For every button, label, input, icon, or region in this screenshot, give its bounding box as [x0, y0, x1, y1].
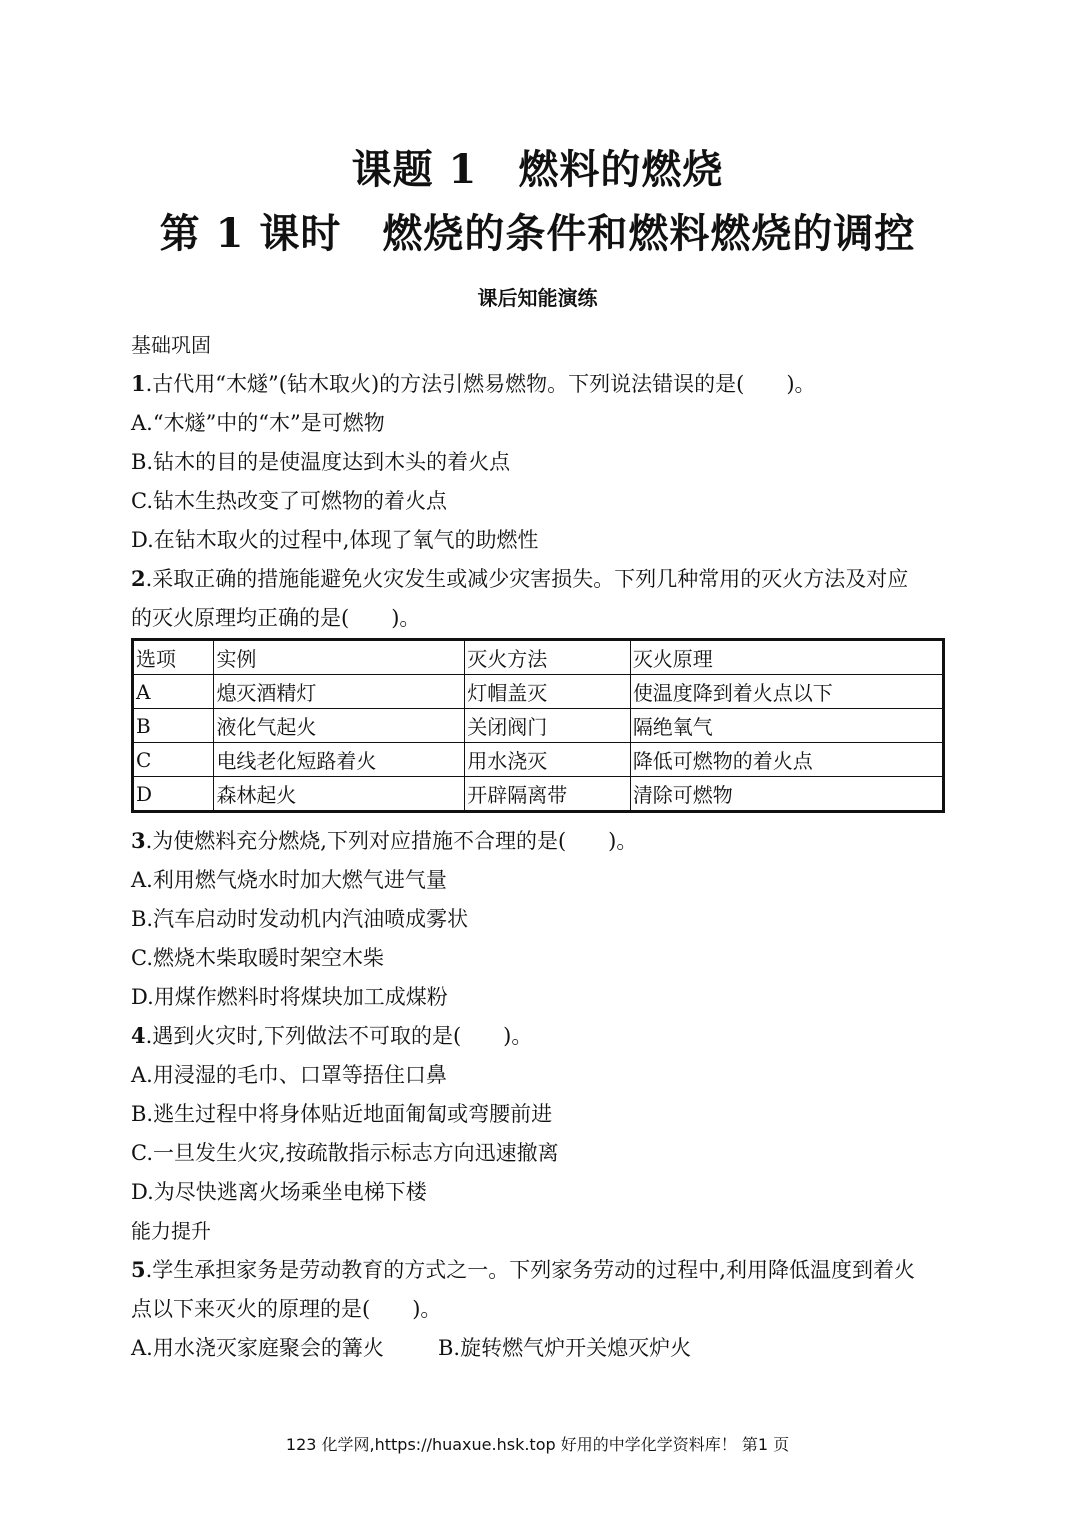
- q3-option-c: C.燃烧木柴取暖时架空木柴: [131, 946, 384, 970]
- table-cell: 隔绝氧气: [630, 709, 943, 743]
- table-cell: 使温度降到着火点以下: [630, 675, 943, 709]
- table-header-cell: 灭火原理: [630, 640, 943, 675]
- table-row: [133, 709, 944, 743]
- q4-option-d: D.为尽快逃离火场乘坐电梯下楼: [131, 1180, 427, 1204]
- question-stem: .学生承担家务是劳动教育的方式之一。下列家务劳动的过程中,利用降低温度到着火: [145, 1258, 915, 1282]
- table-cell: 森林起火: [214, 777, 465, 812]
- section-header: 课后知能演练: [477, 286, 598, 310]
- table-cell: 灯帽盖灭: [465, 675, 631, 709]
- answer-table: [131, 638, 945, 813]
- table-row: [133, 675, 944, 709]
- question-stem: .古代用“木燧”(钻木取火)的方法引燃易燃物。下列说法错误的是( )。: [145, 372, 816, 396]
- question-2: [131, 564, 908, 594]
- question-5-stem-cont: 点以下来灭火的原理的是( )。: [131, 1297, 442, 1321]
- question-stem: .采取正确的措施能避免火灾发生或减少灾害损失。下列几种常用的灭火方法及对应: [145, 567, 909, 591]
- table-cell: C: [133, 743, 214, 777]
- section-basic: 基础巩固: [131, 333, 211, 357]
- question-5: [131, 1255, 915, 1285]
- table-header-cell: 实例: [214, 640, 465, 675]
- q3-option-b: B.汽车启动时发动机内汽油喷成雾状: [131, 907, 469, 931]
- page-title: 课题 1 燃料的燃烧: [351, 146, 724, 193]
- table-cell: 降低可燃物的着火点: [630, 743, 943, 777]
- question-number: 2: [131, 566, 146, 591]
- question-number: 4: [131, 1023, 146, 1048]
- q4-option-b: B.逃生过程中将身体贴近地面匍匐或弯腰前进: [131, 1102, 553, 1126]
- question-4: [131, 1021, 532, 1051]
- table-header-cell: 选项: [133, 640, 214, 675]
- q5-option-b: B.旋转燃气炉开关熄灭炉火: [438, 1336, 692, 1360]
- q1-option-c: C.钻木生热改变了可燃物的着火点: [131, 489, 447, 513]
- question-3: [131, 826, 637, 856]
- question-1: [131, 369, 816, 399]
- q3-option-d: D.用煤作燃料时将煤块加工成煤粉: [131, 985, 448, 1009]
- section-advanced: 能力提升: [131, 1219, 211, 1243]
- table-cell: D: [133, 777, 214, 812]
- table-cell: 开辟隔离带: [465, 777, 631, 812]
- table-header-row: [133, 640, 944, 675]
- lesson-title: 第 1 课时 燃烧的条件和燃料燃烧的调控: [159, 210, 916, 257]
- table-row: [133, 743, 944, 777]
- table-cell: 熄灭酒精灯: [214, 675, 465, 709]
- question-stem: .遇到火灾时,下列做法不可取的是( )。: [145, 1024, 533, 1048]
- question-2-stem-cont: 的灭火原理均正确的是( )。: [131, 606, 421, 630]
- page-footer: 123 化学网,https://huaxue.hsk.top 好用的中学化学资料库！ 第1 页: [285, 1435, 790, 1454]
- q4-option-c: C.一旦发生火灾,按疏散指示标志方向迅速撤离: [131, 1141, 559, 1165]
- question-number: 5: [131, 1257, 146, 1282]
- question-stem: .为使燃料充分燃烧,下列对应措施不合理的是( )。: [145, 829, 638, 853]
- table-row: [133, 777, 944, 812]
- table-cell: 关闭阀门: [465, 709, 631, 743]
- table-cell: 用水浇灭: [465, 743, 631, 777]
- table-cell: 清除可燃物: [630, 777, 943, 812]
- q1-option-d: D.在钻木取火的过程中,体现了氧气的助燃性: [131, 528, 539, 552]
- table-cell: A: [133, 675, 214, 709]
- question-number: 1: [131, 371, 146, 396]
- q1-option-a: A.“木燧”中的“木”是可燃物: [131, 411, 385, 435]
- q3-option-a: A.利用燃气烧水时加大燃气进气量: [131, 868, 447, 892]
- table-cell: B: [133, 709, 214, 743]
- q1-option-b: B.钻木的目的是使温度达到木头的着火点: [131, 450, 511, 474]
- table-header-cell: 灭火方法: [465, 640, 631, 675]
- question-number: 3: [131, 828, 146, 853]
- q5-option-a: A.用水浇灭家庭聚会的篝火: [131, 1336, 384, 1360]
- table-cell: 液化气起火: [214, 709, 465, 743]
- q4-option-a: A.用浸湿的毛巾、口罩等捂住口鼻: [131, 1063, 447, 1087]
- table-cell: 电线老化短路着火: [214, 743, 465, 777]
